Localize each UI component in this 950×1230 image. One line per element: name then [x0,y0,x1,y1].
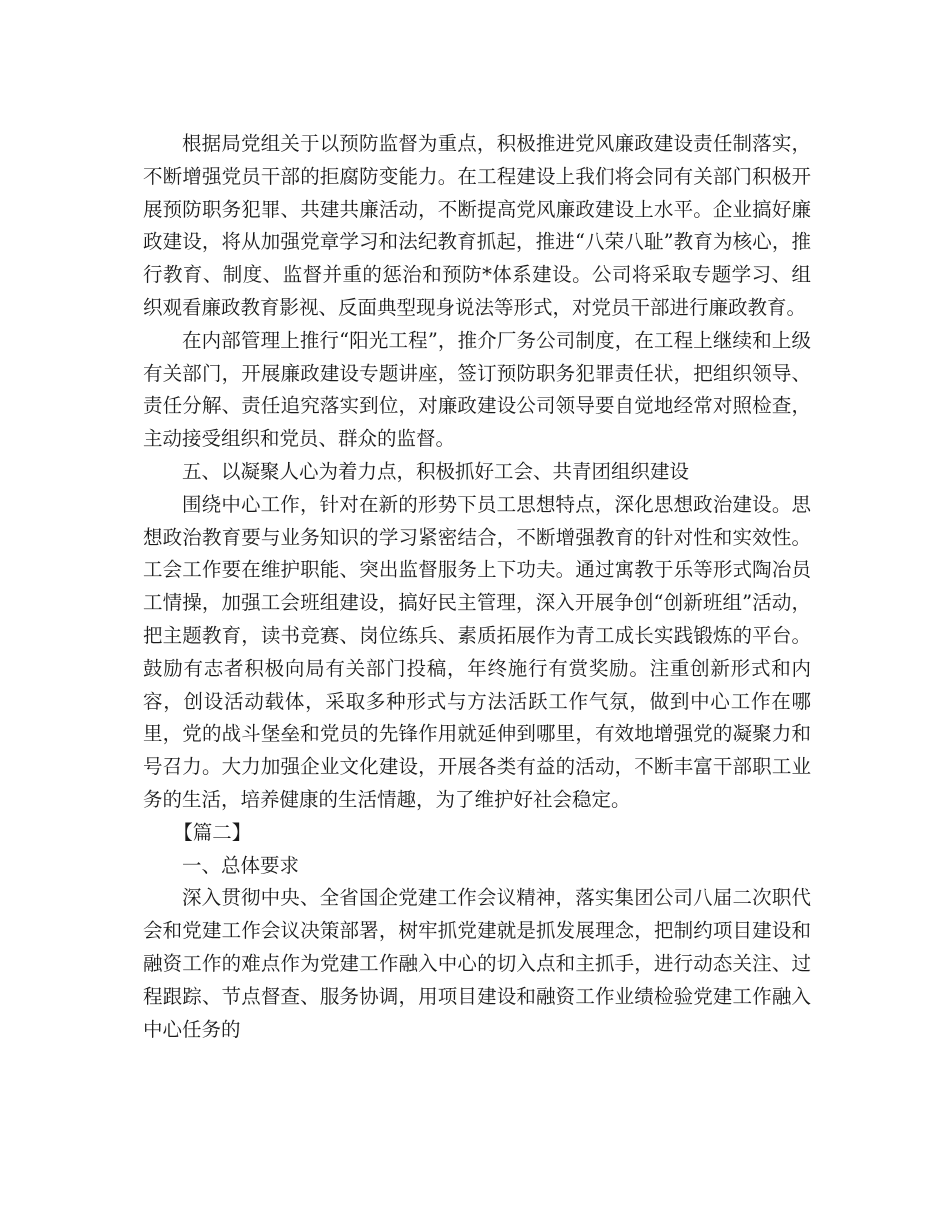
section-heading-five: 五、以凝聚人心为着力点，积极抓好工会、共青团组织建设 [182,459,690,483]
document-body [143,128,811,1046]
section-heading-overall-requirements: 一、总体要求 [182,853,300,877]
paragraph-cohesion: 围绕中心工作，针对在新的形势下员工思想特点，深化思想政治建设。思想政治教育要与业务知识的学习紧密结合，不断增强教育的针对性和实效性。工会工作要在维护职能、突出监督服务上下功夫。通过寓教于乐等形式陶冶员工情操，加强工会班组建设，搞好民主管理，深入开展争创“创新班组”活动，把主题教育，读书竞赛、岗位练兵、素质拓展作为青工成长实践锻炼的平台。鼓励有志者积极向局有关部门投稿，年终施行有赏奖励。注重创新形式和内容，创设活动载体，采取多种形式与方法活跃工作气氛，做到中心工作在哪里，党的战斗堡垒和党员的先锋作用就延伸到哪里，有效地增强党的凝聚力和号召力。大力加强企业文化建设，开展各类有益的活动，不断丰富干部职工业务的生活，培养健康的生活情趣，为了维护好社会稳定。 [143,492,811,811]
paragraph-anti-corruption-prevention: 根据局党组关于以预防监督为重点，积极推进党风廉政建设责任制落实，不断增强党员干部的拒腐防变能力。在工程建设上我们将会同有关部门积极开展预防职务犯罪、共建共廉活动，不断提高党风廉政建设上水平。企业搞好廉政建设，将从加强党章学习和法纪教育抓起，推进“八荣八耻”教育为核心，推行教育、制度、监督并重的惩治和预防*体系建设。公司将采取专题学习、组织观看廉政教育影视、反面典型现身说法等形式，对党员干部进行廉政教育。 [143,132,811,319]
paragraph-sunshine-project: 在内部管理上推行“阳光工程”，推介厂务公司制度，在工程上继续和上级有关部门，开展廉政建设专题讲座，签订预防职务犯罪责任状，把组织领导、责任分解、责任追究落实到位，对廉政建设公司领导要自觉地经常对照检查，主动接受组织和党员、群众的监督。 [143,328,811,451]
paragraph-overall-requirements: 深入贯彻中央、全省国企党建工作会议精神，落实集团公司八届二次职代会和党建工作会议决策部署，树牢抓党建就是抓发展理念，把制约项目建设和融资工作的难点作为党建工作融入中心的切入点和主抓手，进行动态关注、过程跟踪、节点督查、服务协调，用项目建设和融资工作业绩检验党建工作融入中心任务的 [143,886,811,1041]
part-two-marker: 【篇二】 [173,820,252,844]
